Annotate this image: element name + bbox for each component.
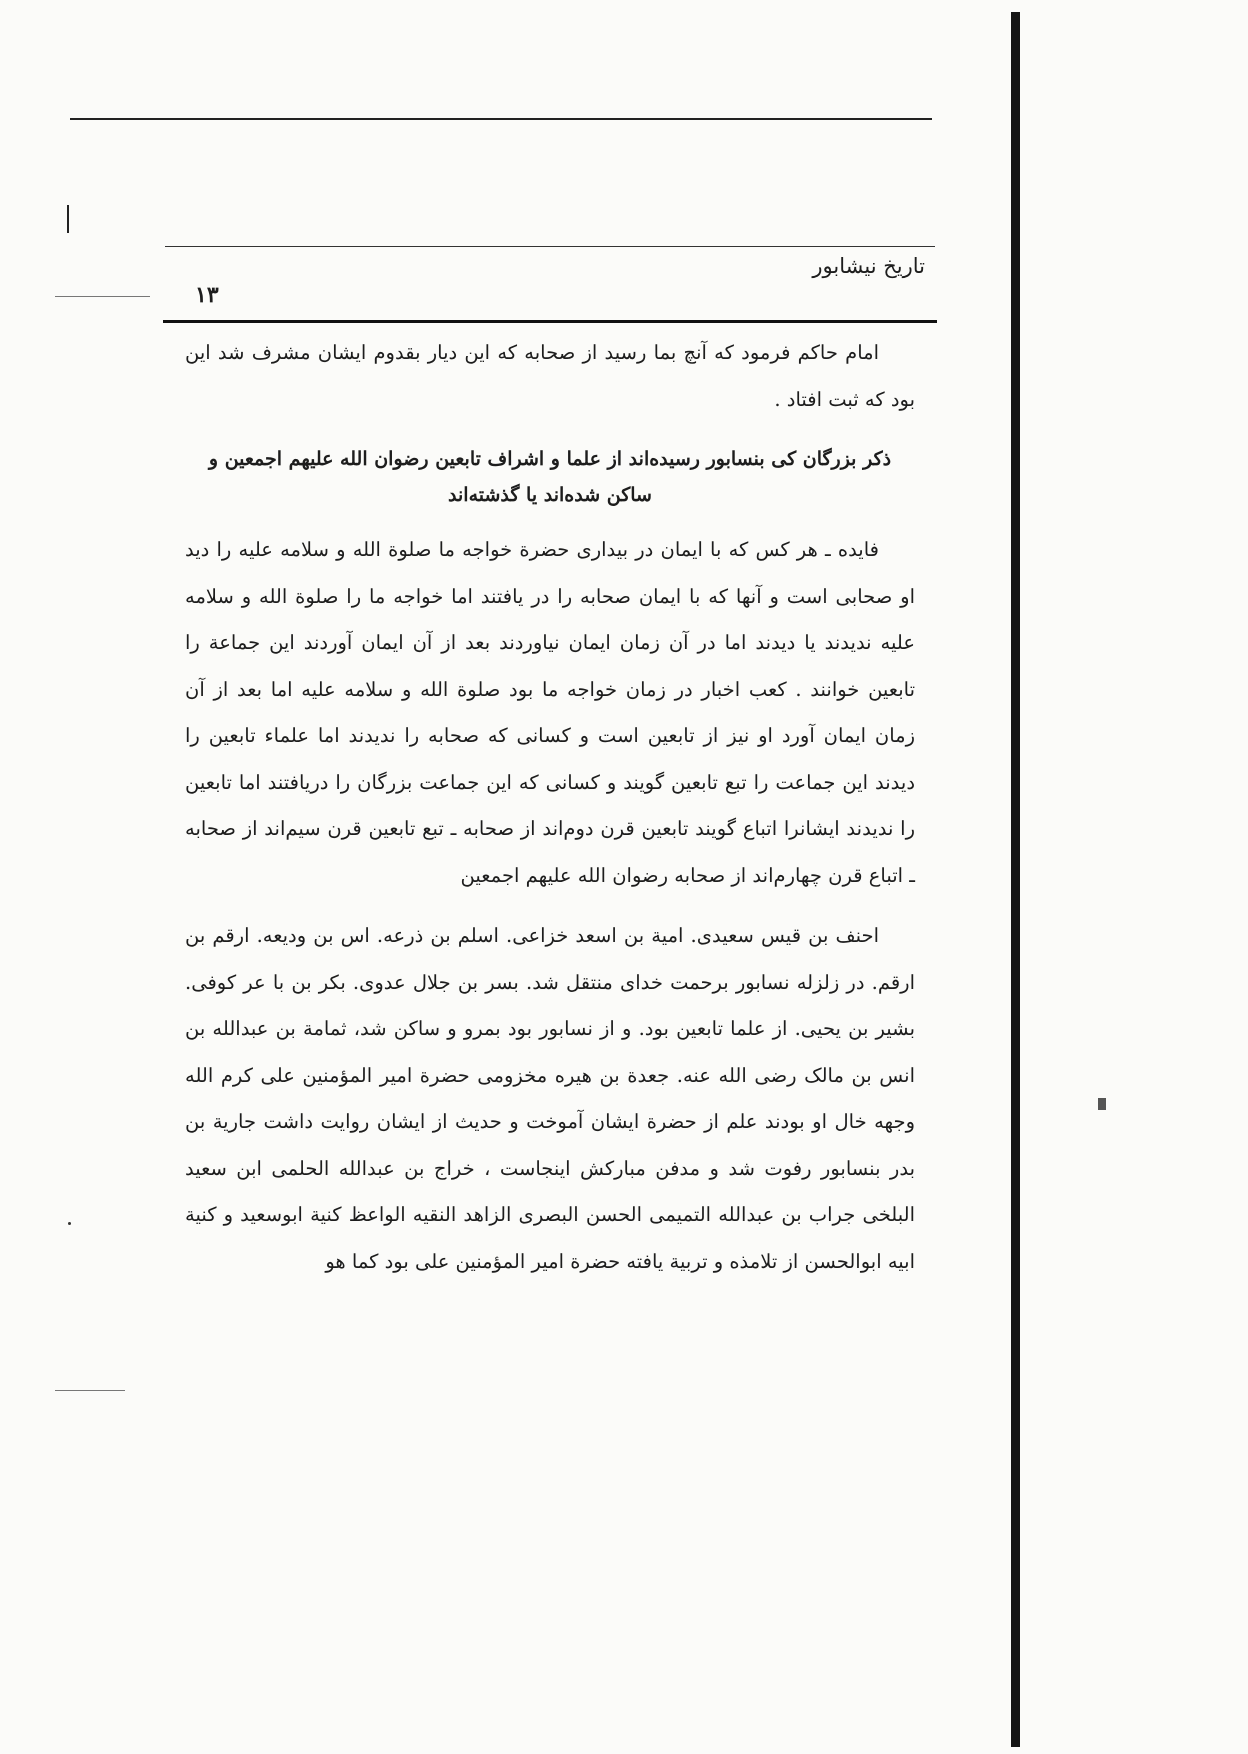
definition-paragraph: فایده ـ هر کس که با ایمان در بیداری حضرة خواجه ما صلوة الله و سلامه علیه را دید او صحابی است و آنها که با ایمان صحابه را در یافتند اما خواجه ما را صلوة الله و سلامه علیه ندیدند یا دیدند اما در آن زمان ایمان نیاوردند بعد از آن ایمان آوردند این جماعة را تابعین خوانند . کعب اخبار در زمان خواجه ما بود صلوة الله و سلامه علیه اما بعد از آن زمان ایمان آورد او نیز از تابعین است و کسانی که صحابه را ندیدند اما علماء تابعین را دیدند این جماعت را تبع تابعین گویند و کسانی که این جماعت بزرگان را دریافتند اما تابعین را ندیدند ایشانرا اتباع گویند تابعین قرن دوم‌اند از صحابه ـ تبع تابعین قرن سیم‌اند از صحابه ـ اتباع قرن چهارم‌اند از صحابه رضوان الله علیهم اجمعین <box>185 538 916 887</box>
names-paragraph: احنف بن قیس سعیدی. امیة بن اسعد خزاعی. اسلم بن ذرعه. اس بن ودیعه. ارقم بن ارقم. در زلزله نسابور برحمت خدای منتقل شد. بسر بن جلال عدوی. بکر بن با عر کوفی. بشیر بن یحیی. از علما تابعین بود. و از نسابور بود بمرو و ساکن شد، ثمامة بن عبدالله بن انس بن مالک رضی الله عنه. جعدة بن هیره مخزومی حضرة امیر المؤمنین علی کرم الله وجهه خال او بودند علم از حضرة ایشان آموخت و حدیث از ایشان روایت داشت جاریة بن بدر بنسابور رفوت شد و مدفن مبارکش اینجاست ، خراج بن عبدالله الحلمی ابن سعید البلخی جراب بن عبدالله التمیمی الحسن البصری الزاهد النقیه الواعظ کنیة ابوسعید و کنیة ابیه ابوالحسن از تلامذه و تربیة یافته حضرة امیر المؤمنین علی بود کما هو <box>185 924 915 1273</box>
page-number: ۱۳ <box>195 282 219 308</box>
scan-right-mark <box>1098 1098 1106 1110</box>
header-thick-rule <box>163 320 937 323</box>
body-text <box>185 330 915 1285</box>
scan-left-dash-top <box>55 296 150 297</box>
scan-left-tick <box>67 205 69 233</box>
section-heading: ذکر بزرگان کی بنسابور رسیده‌اند از علما و اشراف تابعین رضوان الله علیهم اجمعین و ساکن شده‌اند یا گذشته‌اند <box>208 448 892 506</box>
scan-speck <box>68 1222 71 1225</box>
scan-left-dash-bottom <box>55 1390 125 1391</box>
book-page <box>165 250 935 1550</box>
running-head <box>165 250 935 322</box>
header-thin-rule <box>165 246 935 247</box>
scan-binding-edge <box>1011 12 1020 1747</box>
book-title: تاریخ نیشابور <box>812 254 925 278</box>
scan-top-rule <box>70 118 932 120</box>
opening-paragraph: امام حاکم فرمود که آنچ بما رسید از صحابه که این دیار بقدوم ایشان مشرف شد این بود که ثبت افتاد . <box>185 341 915 411</box>
